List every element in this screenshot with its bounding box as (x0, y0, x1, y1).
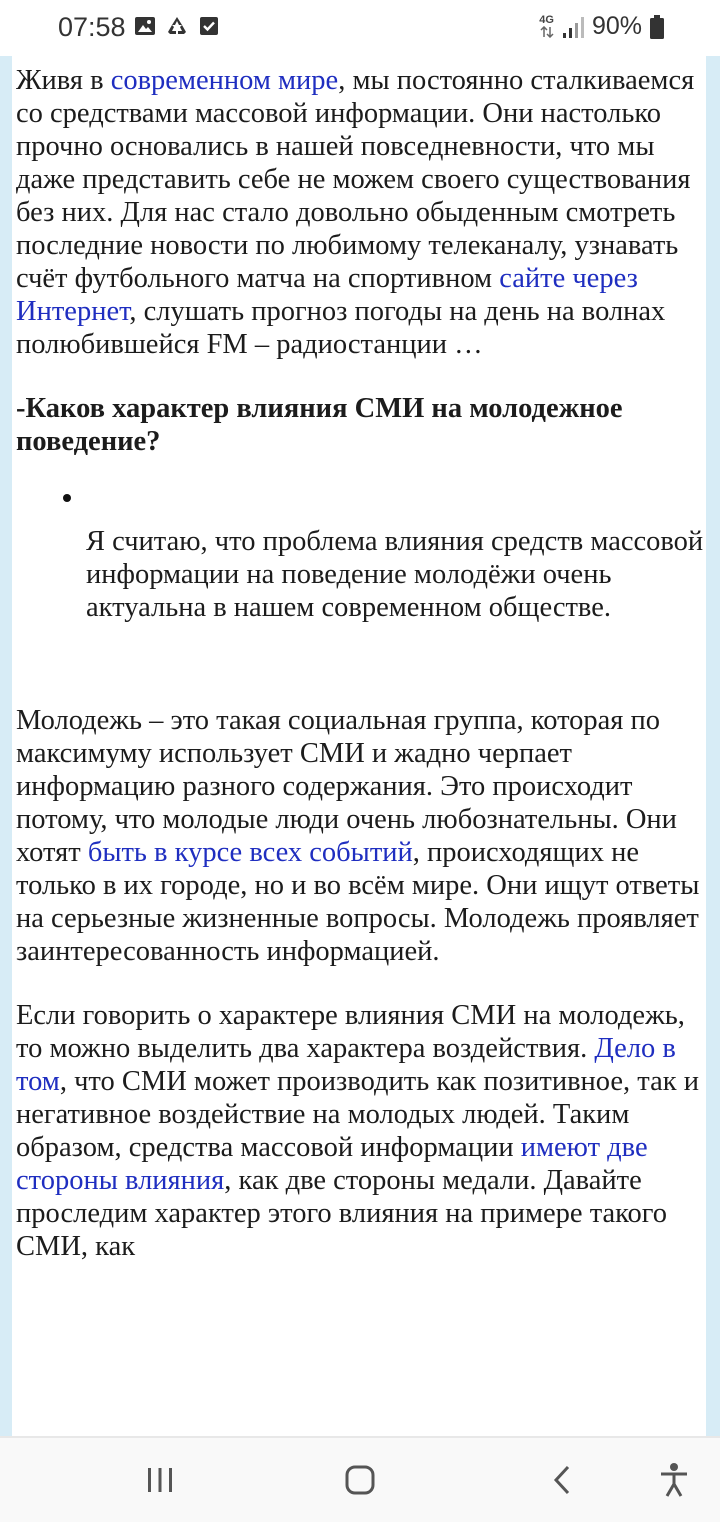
left-margin-bar (0, 56, 12, 1436)
right-margin-bar (706, 56, 720, 1436)
status-time: 07:58 (58, 12, 126, 42)
link-two-sides[interactable]: имеют две стороны влияния (16, 1132, 648, 1196)
home-button[interactable] (338, 1458, 382, 1502)
back-button[interactable] (540, 1458, 584, 1502)
text-fragment: , слушать прогноз погоды на день на волнах полюбившейся FM – радиостанции … (16, 296, 666, 360)
text-fragment: , что СМИ может производить как позитивное, так и негативное воздействие на молодых людей. Таким образом, средства массовой информации (16, 1066, 699, 1163)
article-content (16, 64, 706, 1294)
text-fragment: Если говорить о характере влияния СМИ на молодежь, то можно выделить два характера воздействия. (16, 1000, 685, 1064)
text-fragment: , происходящих не только в их городе, но и во всём мире. Они ищут ответы на серьезные жизненные вопросы. Молодежь проявляет заинтересованность информацией. (16, 837, 700, 967)
accessibility-icon (658, 1462, 690, 1498)
text-fragment: , мы постоянно сталкиваемся со средствами массовой информации. Они настолько прочно основались в нашей повседневности, что мы даже представить себе не можем своего существования без них. Для нас стало довольно обыденным смотреть последние новости по любимому телеканалу, узнавать счёт футбольного матча на спортивном (16, 65, 695, 294)
list-item (16, 488, 706, 624)
recent-apps-icon (145, 1466, 175, 1494)
network-indicator (539, 15, 554, 38)
paragraph-intro (16, 64, 706, 361)
status-right-group (539, 12, 664, 41)
text-fragment: , как две стороны медали. Давайте проследим характер этого влияния на примере такого СМИ, как (16, 1165, 668, 1262)
paragraph-youth (16, 704, 706, 968)
recycle-icon (165, 14, 189, 38)
link-modern-world[interactable]: современном мире (110, 65, 339, 96)
signal-icon (562, 15, 584, 39)
status-notification-icons (133, 14, 221, 38)
paragraph-influence (16, 999, 706, 1263)
battery-icon (650, 15, 664, 39)
text-fragment: Живя в (16, 65, 111, 96)
text-fragment: Молодежь – это такая социальная группа, которая по максимуму использует СМИ и жадно черпает информацию разного содержания. Это происходит потому, что молодые люди очень любознательны. Они хотят (16, 705, 677, 868)
back-icon (550, 1464, 574, 1496)
battery-percent: 90% (591, 12, 642, 40)
home-icon (344, 1464, 376, 1496)
article-page[interactable] (0, 56, 720, 1436)
data-arrows-icon (540, 26, 554, 38)
link-all-events[interactable]: быть в курсе всех событий (87, 837, 413, 868)
image-icon (133, 14, 157, 38)
recent-apps-button[interactable] (138, 1458, 182, 1502)
link-site-internet[interactable]: сайте через Интернет (16, 263, 638, 327)
link-the-thing-is[interactable]: Дело в том (16, 1033, 676, 1097)
status-bar (0, 0, 720, 56)
network-type-label: 4G (539, 14, 554, 26)
question-heading: -Каков характер влияния СМИ на молодежное поведение? (16, 393, 623, 457)
checkbox-icon (197, 14, 221, 38)
accessibility-button[interactable] (652, 1458, 696, 1502)
navigation-bar (0, 1436, 720, 1522)
bullet-icon (63, 494, 71, 502)
list-item-text: Я считаю, что проблема влияния средств массовой информации на поведение молодёжи очень актуальна в нашем современном обществе. (86, 526, 704, 623)
